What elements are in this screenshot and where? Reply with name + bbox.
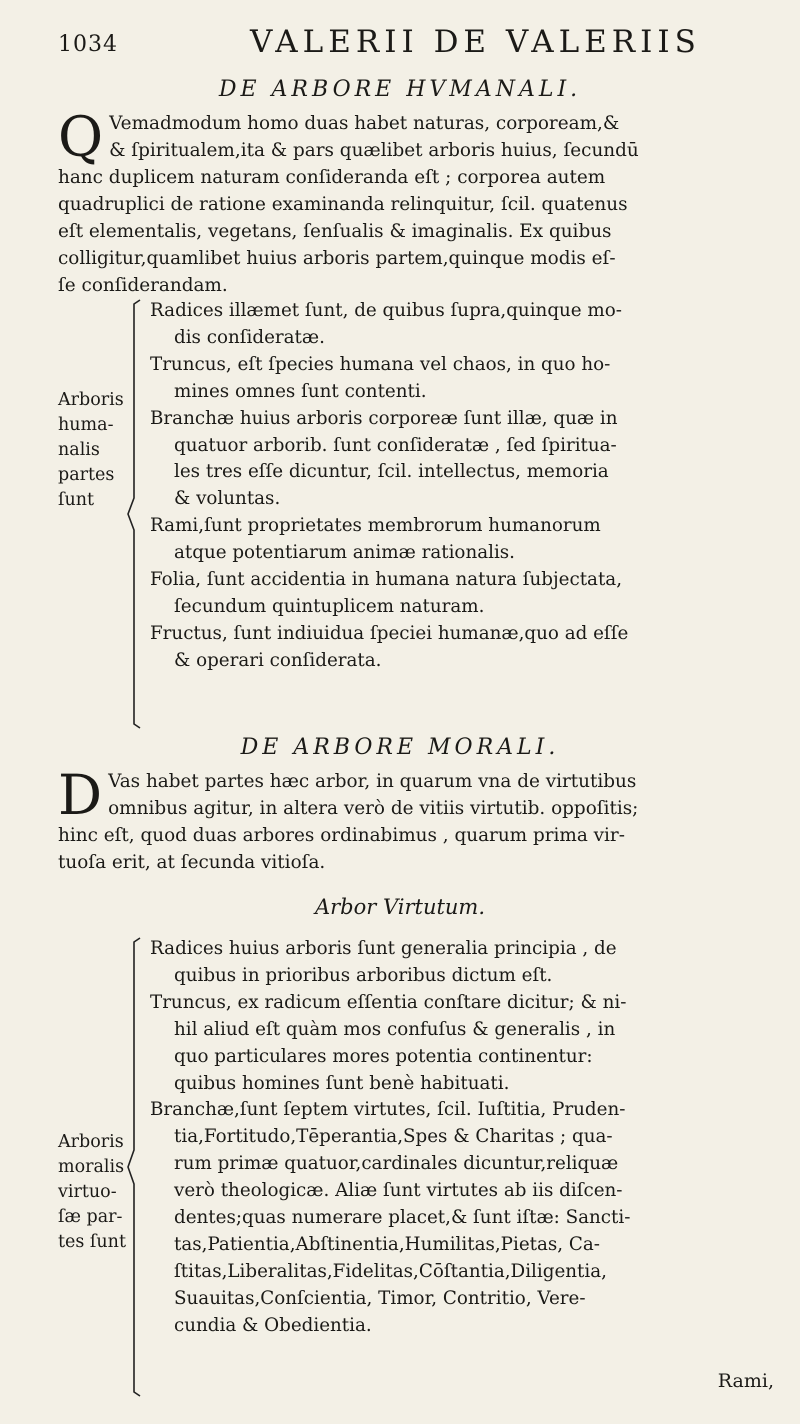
text-line: colligitur,quamlibet huius arboris partem,quinque modis eſ- xyxy=(58,248,616,269)
entry-line: Radices illæmet ſunt, de quibus ſupra,quinque mo- xyxy=(150,300,622,321)
entry-line: verò theologicæ. Aliæ ſunt virtutes ab iis diſcen- xyxy=(174,1180,623,1202)
text-line: ſe conſiderandam. xyxy=(58,275,228,296)
entries-humanalis xyxy=(150,298,778,675)
entry-line: quibus homines ſunt benè habituati. xyxy=(174,1072,510,1094)
entry-line: tas,Patientia,Abſtinentia,Humilitas,Pietas, Ca- xyxy=(174,1233,600,1255)
entry-line: hil aliud eſt quàm mos confuſus & generalis , in xyxy=(174,1018,616,1040)
text-line: Vemadmodum homo duas habet naturas, corpoream,& xyxy=(109,113,620,134)
text-line: tuoſa erit, at ſecunda vitioſa. xyxy=(58,852,326,873)
section-title-arbor-moralis: DE ARBORE MORALI. xyxy=(240,735,560,760)
text-line: Arboris xyxy=(58,390,124,410)
drop-capital: Q xyxy=(58,105,104,169)
entry-line: Fructus, ſunt indiuidua ſpeciei humanæ,quo ad eſſe xyxy=(150,622,629,644)
entry-item xyxy=(150,406,778,514)
entry-line: Suauitas,Conſcientia, Timor, Contritio, Vere- xyxy=(174,1287,586,1309)
page-header xyxy=(0,22,800,58)
text-line: nalis xyxy=(58,440,100,460)
entry-line: Branchæ huius arboris corporeæ ſunt illæ, quæ in xyxy=(150,407,618,429)
entry-line: Rami,ſunt proprietates membrorum humanorum xyxy=(150,515,601,537)
catchword: Rami, xyxy=(717,1370,774,1392)
entry-line: tia,Fortitudo,Tēperantia,Spes & Charitas ; qua- xyxy=(174,1126,613,1148)
entry-line: quo particulares mores potentia continentur: xyxy=(174,1045,593,1067)
entry-item xyxy=(150,1097,778,1339)
entry-line: Branchæ,ſunt ſeptem virtutes, ſcil. Iuſtitia, Pruden- xyxy=(150,1099,626,1121)
entry-line: dentes;quas numerare placet,& ſunt iſtæ: Sancti- xyxy=(174,1207,631,1229)
entry-line: mines omnes ſunt contenti. xyxy=(174,380,427,402)
entry-item xyxy=(150,990,778,1098)
entry-line: cundia & Obedientia. xyxy=(174,1314,372,1336)
section-title-arbor-humanalis: DE ARBORE HVMANALI. xyxy=(218,77,582,102)
text-line: omnibus agitur, in altera verò de vitiis virtutib. oppoſitis; xyxy=(108,798,639,819)
entry-line: Folia, ſunt accidentia in humana natura ſubjectata, xyxy=(150,569,623,591)
entry-line: atque potentiarum animæ rationalis. xyxy=(174,542,515,564)
entry-item xyxy=(150,936,778,990)
text-line: virtuo- xyxy=(58,1182,117,1202)
text-line: ſæ par- xyxy=(58,1207,123,1227)
text-line: quadruplici de ratione examinanda relinquitur, ſcil. quatenus xyxy=(58,194,628,215)
text-line: hanc duplicem naturam conſideranda eſt ; corporea autem xyxy=(58,167,606,188)
entry-line: quibus in prioribus arboribus dictum eſt. xyxy=(174,964,553,986)
text-line: eſt elementalis, vegetans, ſenſualis & imaginalis. Ex quibus xyxy=(58,221,612,242)
entry-line: ſecundum quintuplicem naturam. xyxy=(174,595,485,617)
text-line: moralis xyxy=(58,1157,125,1177)
brace-icon xyxy=(126,936,150,1398)
entry-item xyxy=(150,298,778,352)
text-line: partes xyxy=(58,465,115,485)
brace-icon xyxy=(126,298,150,730)
side-label-moralis xyxy=(58,1130,126,1255)
entry-line: & voluntas. xyxy=(174,488,281,510)
text-line: Arboris xyxy=(58,1132,124,1152)
text-line: ſunt xyxy=(58,490,95,510)
entry-item xyxy=(150,567,778,621)
entry-item xyxy=(150,513,778,567)
drop-capital: D xyxy=(58,763,103,827)
subtitle-arbor-virtutum: Arbor Virtutum. xyxy=(314,895,486,919)
entry-line: Truncus, eſt ſpecies humana vel chaos, in quo ho- xyxy=(150,353,611,375)
text-line: huma- xyxy=(58,415,114,435)
intro-paragraph-humanalis xyxy=(58,105,776,299)
entry-line: rum primæ quatuor,cardinales dicuntur,reliquæ xyxy=(174,1153,619,1175)
text-line: hinc eſt, quod duas arbores ordinabimus , quarum prima vir- xyxy=(58,825,625,846)
running-title: VALERII DE VALERIIS xyxy=(250,24,701,60)
entry-line: Radices huius arboris ſunt generalia principia , de xyxy=(150,938,617,959)
page-number: 1034 xyxy=(58,32,118,57)
entry-item xyxy=(150,352,778,406)
side-label-humanalis xyxy=(58,388,124,513)
entry-line: Truncus, ex radicum eſſentia conſtare dicitur; & ni- xyxy=(150,991,627,1013)
intro-paragraph-moralis xyxy=(58,763,776,876)
text-line: tes ſunt xyxy=(58,1232,126,1252)
text-line: & ſpiritualem,ita & pars quælibet arboris huius, ſecundū xyxy=(109,140,639,161)
text-line: Vas habet partes hæc arbor, in quarum vna de virtutibus xyxy=(108,771,637,792)
entries-moralis xyxy=(150,936,778,1340)
entry-item xyxy=(150,621,778,675)
entry-line: & operari conſiderata. xyxy=(174,649,382,671)
entry-line: dis conſideratæ. xyxy=(174,326,325,348)
entry-line: ſtitas,Liberalitas,Fidelitas,Cōſtantia,Diligentia, xyxy=(174,1260,607,1282)
entry-line: les tres eſſe dicuntur, ſcil. intellectus, memoria xyxy=(174,461,609,483)
entry-line: quatuor arborib. ſunt conſideratæ , ſed ſpiritua- xyxy=(174,434,617,456)
